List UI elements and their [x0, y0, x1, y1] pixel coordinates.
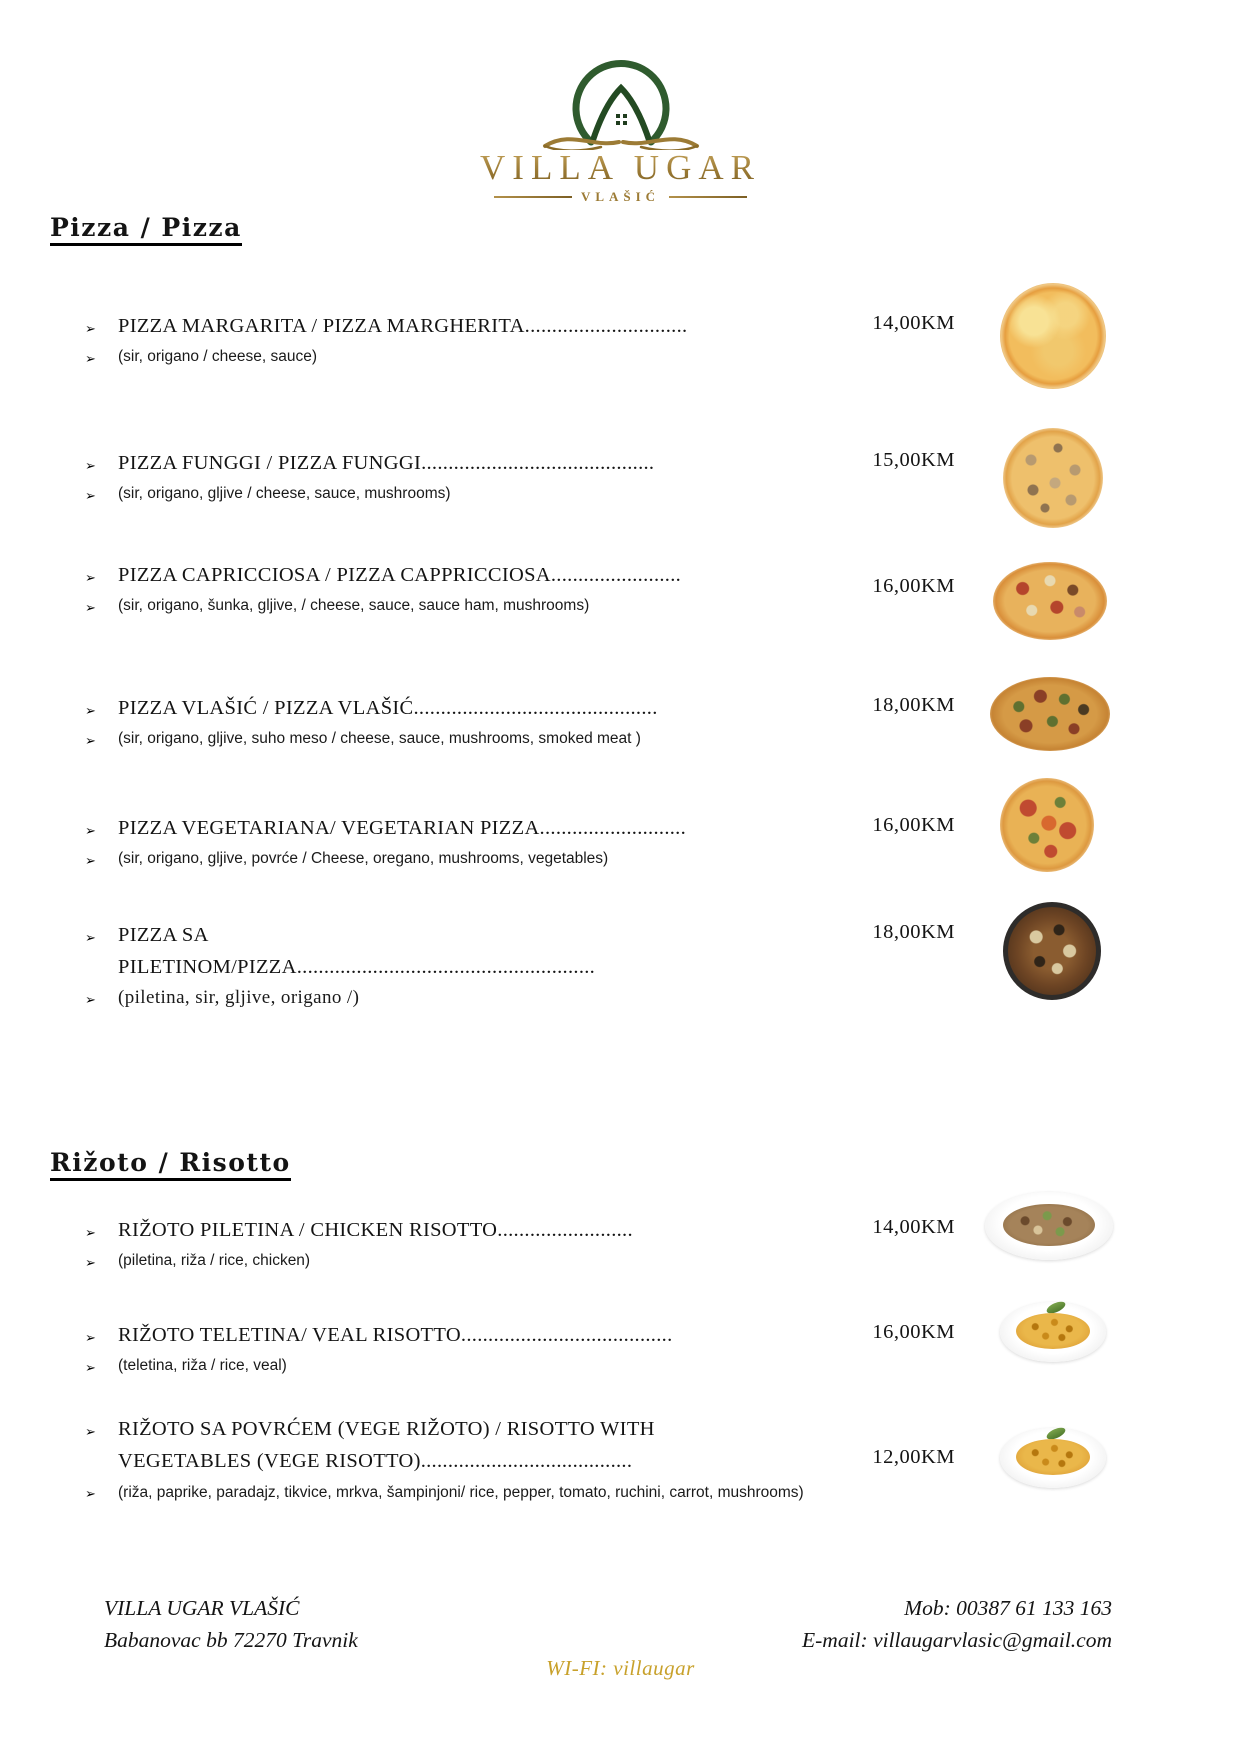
- item-title-line1: RIŽOTO SA POVRĆEM (VEGE RIŽOTO) / RISOTTO WITH: [118, 1418, 655, 1440]
- arrow-bullet-icon: ➢: [85, 854, 96, 869]
- logo-subtitle: [0, 189, 1241, 205]
- item-title-line2: VEGETABLES (VEGE RISOTTO).......................................: [118, 1450, 633, 1472]
- item-price: 16,00KM: [872, 575, 955, 597]
- arrow-bullet-icon: ➢: [85, 993, 96, 1008]
- item-title: PIZZA VLAŠIĆ / PIZZA VLAŠIĆ.............................................: [118, 697, 658, 719]
- risotto-section-heading: Rižoto / Risotto: [50, 1148, 291, 1181]
- item-price: 18,00KM: [872, 694, 955, 716]
- item-description: (teletina, riža / rice, veal): [118, 1357, 287, 1374]
- item-title: PIZZA CAPRICCIOSA / PIZZA CAPPRICCIOSA........................: [118, 564, 682, 586]
- arrow-bullet-icon: ➢: [85, 1226, 96, 1241]
- item-title: PIZZA VEGETARIANA/ VEGETARIAN PIZZA...........................: [118, 817, 687, 839]
- logo-title: VILLA UGAR: [0, 148, 1241, 188]
- item-description: (sir, origano, gljive / cheese, sauce, mushrooms): [118, 485, 451, 502]
- arrow-bullet-icon: ➢: [85, 931, 96, 946]
- vege-risotto-photo: [1000, 1428, 1106, 1488]
- pizza-capricciosa-photo: [993, 562, 1107, 640]
- arrow-bullet-icon: ➢: [85, 322, 96, 337]
- item-title: RIŽOTO PILETINA / CHICKEN RISOTTO.........................: [118, 1219, 633, 1241]
- logo-rule-right: [669, 196, 747, 198]
- pizza-vlasic-photo: [990, 677, 1110, 751]
- pizza-margherita-photo: [1000, 283, 1106, 389]
- arrow-bullet-icon: ➢: [85, 824, 96, 839]
- pizza-section-heading: Pizza / Pizza: [50, 213, 242, 246]
- item-price: 12,00KM: [872, 1446, 955, 1468]
- pizza-funggi-photo: [1003, 428, 1103, 528]
- arrow-bullet-icon: ➢: [85, 1361, 96, 1376]
- item-description: (sir, origano / cheese, sauce): [118, 348, 318, 365]
- arrow-bullet-icon: ➢: [85, 601, 96, 616]
- arrow-bullet-icon: ➢: [85, 734, 96, 749]
- footer-contact-right: [620, 1592, 1112, 1656]
- footer-email: E-mail: villaugarvlasic@gmail.com: [802, 1628, 1112, 1652]
- house-arch-icon: [541, 58, 701, 150]
- chicken-risotto-photo: [985, 1192, 1113, 1260]
- arrow-bullet-icon: ➢: [85, 489, 96, 504]
- footer-wifi: WI-FI: villaugar: [546, 1656, 695, 1680]
- menu-item-pizza-vegetariana: [85, 813, 1195, 871]
- footer-mobile: Mob: 00387 61 133 163: [904, 1596, 1112, 1620]
- item-description: (piletina, riža / rice, chicken): [118, 1252, 311, 1269]
- logo-rule-left: [494, 196, 572, 198]
- menu-item-pizza-funggi: [85, 448, 1195, 506]
- arrow-bullet-icon: ➢: [85, 1487, 96, 1502]
- arrow-bullet-icon: ➢: [85, 1256, 96, 1271]
- item-price: 18,00KM: [872, 921, 955, 943]
- arrow-bullet-icon: ➢: [85, 1425, 96, 1440]
- item-title-line1: PIZZA SA: [118, 924, 209, 946]
- menu-item-rizoto-sa-povrcem: [85, 1414, 1195, 1506]
- menu-item-pizza-vlasic: [85, 693, 1195, 751]
- footer-restaurant-name: VILLA UGAR VLAŠIĆ: [104, 1596, 300, 1620]
- item-title: RIŽOTO TELETINA/ VEAL RISOTTO.......................................: [118, 1324, 673, 1346]
- menu-item-pizza-capricciosa: [85, 560, 1195, 618]
- arrow-bullet-icon: ➢: [85, 704, 96, 719]
- arrow-bullet-icon: ➢: [85, 352, 96, 367]
- menu-item-pizza-sa-piletinom: [85, 920, 1195, 1011]
- item-title: PIZZA FUNGGI / PIZZA FUNGGI...........................................: [118, 452, 655, 474]
- pizza-sa-piletinom-photo: [1003, 902, 1101, 1000]
- item-price: 15,00KM: [872, 449, 955, 471]
- item-description: (riža, paprike, paradajz, tikvice, mrkva, šampinjoni/ rice, pepper, tomato, ruchini, carrot, mushrooms): [118, 1484, 804, 1501]
- arrow-bullet-icon: ➢: [85, 1331, 96, 1346]
- item-price: 14,00KM: [872, 1216, 955, 1238]
- menu-item-pizza-margherita: [85, 311, 1195, 369]
- footer-address: Babanovac bb 72270 Travnik: [104, 1628, 358, 1652]
- item-description: (sir, origano, gljive, povrće / Cheese, oregano, mushrooms, vegetables): [118, 850, 609, 867]
- arrow-bullet-icon: ➢: [85, 571, 96, 586]
- item-description: (piletina, sir, gljive, origano /): [118, 987, 360, 1008]
- menu-item-rizoto-piletina: [85, 1215, 1195, 1273]
- footer-contact-left: [104, 1592, 358, 1656]
- item-description: (sir, origano, gljive, suho meso / cheese, sauce, mushrooms, smoked meat ): [118, 730, 641, 747]
- logo-subtitle-text: VLAŠIĆ: [580, 189, 661, 204]
- restaurant-logo: [0, 58, 1241, 205]
- item-price: 14,00KM: [872, 312, 955, 334]
- item-title-line2: PILETINOM/PIZZA.......................................................: [118, 956, 596, 978]
- veal-risotto-photo: [1000, 1302, 1106, 1362]
- item-title: PIZZA MARGARITA / PIZZA MARGHERITA..............................: [118, 315, 688, 337]
- item-price: 16,00KM: [872, 1321, 955, 1343]
- menu-item-rizoto-teletina: [85, 1320, 1195, 1378]
- item-description: (sir, origano, šunka, gljive, / cheese, sauce, sauce ham, mushrooms): [118, 597, 590, 614]
- pizza-vegetariana-photo: [1000, 778, 1094, 872]
- arrow-bullet-icon: ➢: [85, 459, 96, 474]
- item-price: 16,00KM: [872, 814, 955, 836]
